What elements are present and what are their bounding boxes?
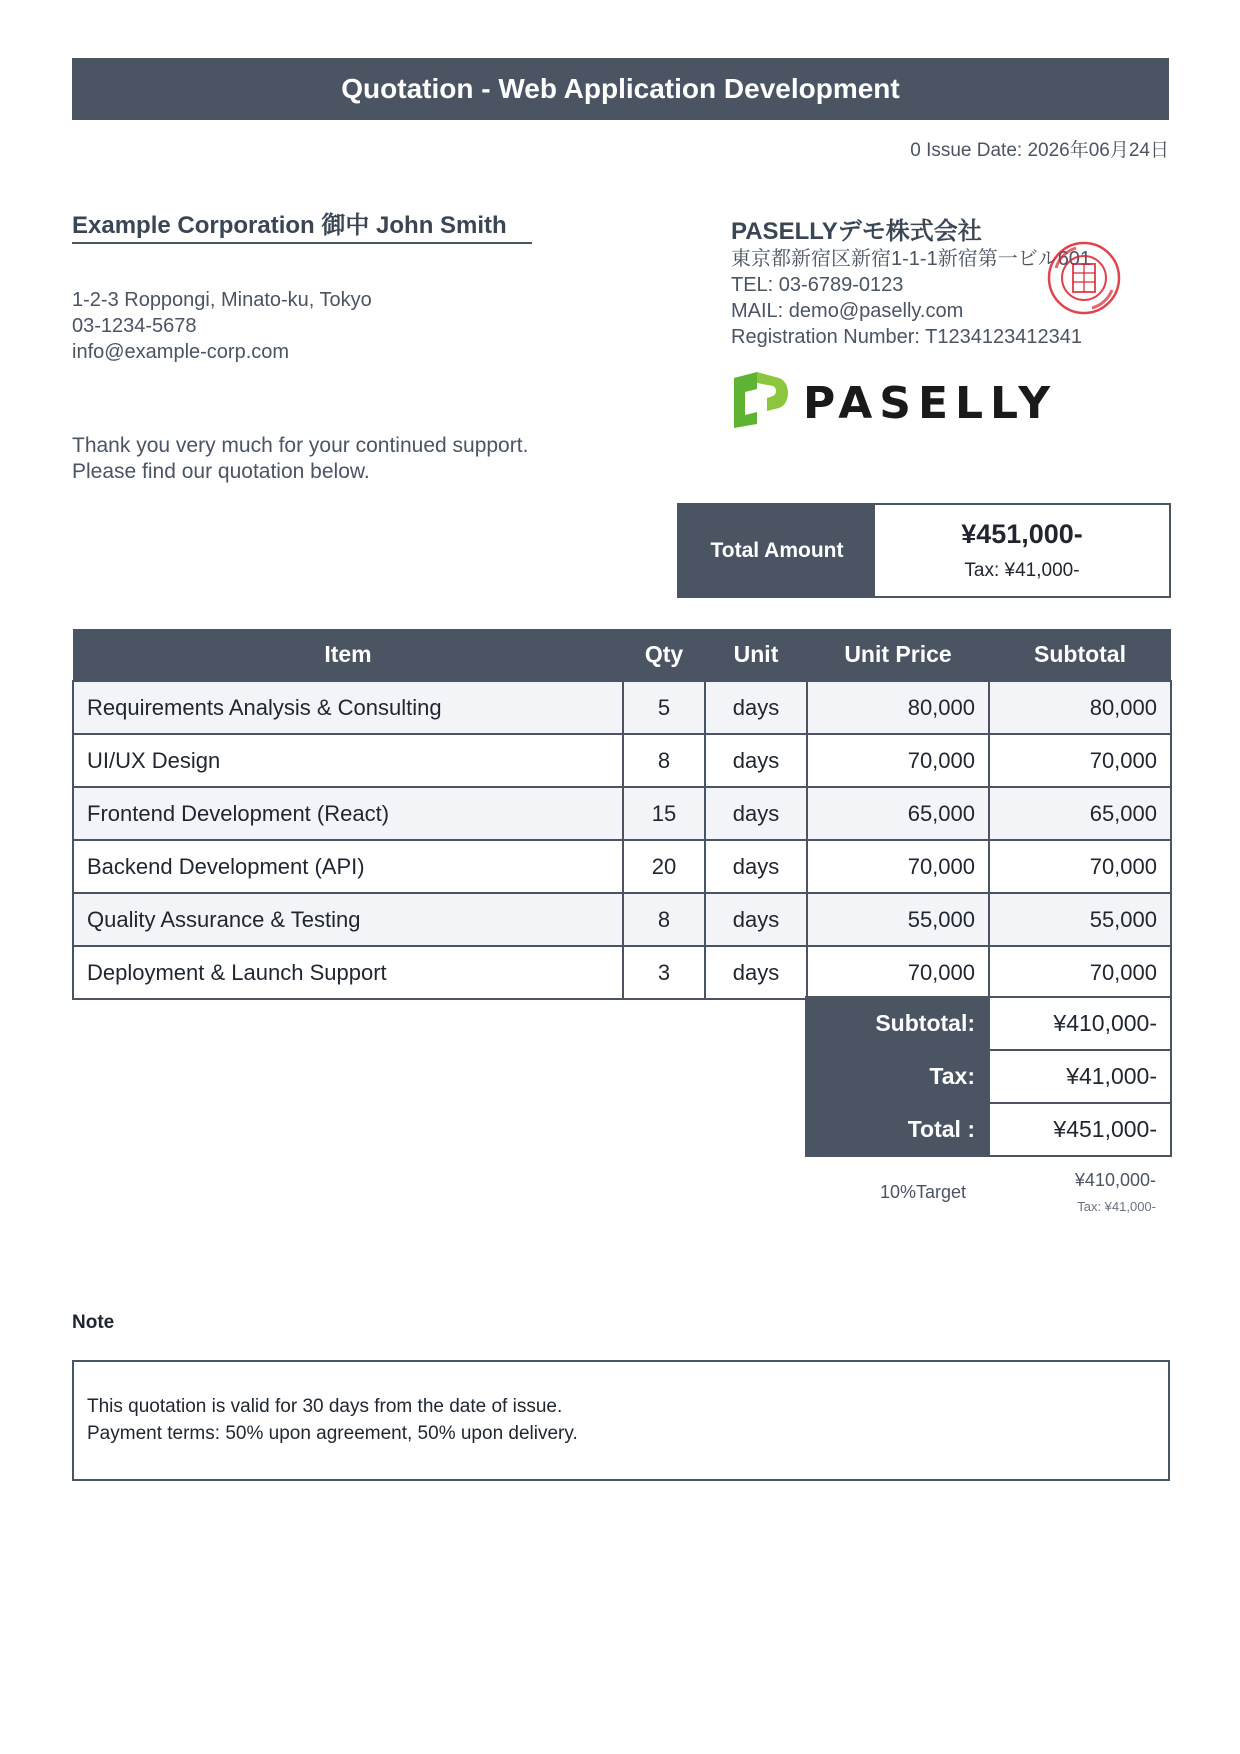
header-unit-price: Unit Price [807,629,989,681]
item-unit-price: 70,000 [807,840,989,893]
tax-breakdown-label: 10%Target [880,1182,967,1202]
tax-breakdown-amount: ¥410,000- [1074,1170,1156,1190]
item-subtotal: 70,000 [989,840,1171,893]
greeting-line-2: Please find our quotation below. [72,460,370,483]
item-name: UI/UX Design [73,734,623,787]
item-qty: 15 [623,787,705,840]
item-unit: days [705,840,807,893]
item-subtotal: 55,000 [989,893,1171,946]
total-amount-box [677,503,1171,598]
summary-total-value: ¥451,000- [989,1103,1171,1156]
item-unit: days [705,681,807,734]
item-subtotal: 70,000 [989,946,1171,999]
item-name: Deployment & Launch Support [73,946,623,999]
note-label: Note [72,1312,115,1333]
item-unit: days [705,787,807,840]
item-unit-price: 70,000 [807,734,989,787]
item-subtotal: 80,000 [989,681,1171,734]
note-line-1: This quotation is valid for 30 days from the date of issue. [87,1396,563,1417]
summary-subtotal-label: Subtotal: [806,997,989,1050]
table-row [73,946,1171,999]
item-unit-price: 70,000 [807,946,989,999]
table-header-row [73,629,1171,681]
table-row [73,840,1171,893]
item-unit: days [705,946,807,999]
company-name: PASELLYデモ株式会社 [731,218,982,245]
item-name: Backend Development (API) [73,840,623,893]
item-subtotal: 65,000 [989,787,1171,840]
header-subtotal: Subtotal [989,629,1171,681]
tax-breakdown-tax: Tax: ¥41,000- [1077,1199,1156,1214]
client-name: Example Corporation 御中 John Smith [72,211,532,244]
table-row [73,787,1171,840]
company-address: 東京都新宿区新宿1-1-1新宿第一ビル601 [731,248,1092,270]
issue-date: 0 Issue Date: 2026年06月24日 [910,140,1169,161]
company-registration: Registration Number: T1234123412341 [731,326,1082,348]
document-title: Quotation - Web Application Development [72,58,1169,120]
table-row [73,681,1171,734]
summary-tax-row [806,1050,1171,1103]
client-address: 1-2-3 Roppongi, Minato-ku, Tokyo [72,289,372,311]
logo-graphic [731,368,1061,430]
company-seal-stamp [1046,240,1122,316]
item-qty: 5 [623,681,705,734]
summary-subtotal-value: ¥410,000- [989,997,1171,1050]
items-table [72,629,1172,1000]
greeting [72,433,528,485]
svg-text:PASELLY: PASELLY [803,378,1058,429]
item-qty: 3 [623,946,705,999]
company-mail: MAIL: demo@paselly.com [731,300,964,322]
total-amount-value-cell [875,505,1169,596]
header-item: Item [73,629,623,681]
total-amount-value: ¥451,000- [961,519,1083,549]
item-unit-price: 55,000 [807,893,989,946]
client-email: info@example-corp.com [72,341,290,363]
item-unit: days [705,893,807,946]
item-unit: days [705,734,807,787]
table-row [73,893,1171,946]
item-name: Quality Assurance & Testing [73,893,623,946]
item-unit-price: 65,000 [807,787,989,840]
summary-subtotal-row [806,997,1171,1050]
total-amount-label: Total Amount [679,505,875,596]
paselly-logo [731,368,1061,430]
summary-total-row [806,1103,1171,1156]
client-phone: 03-1234-5678 [72,315,197,337]
company-tel: TEL: 03-6789-0123 [731,274,904,296]
summary-tax-value: ¥41,000- [989,1050,1171,1103]
item-qty: 8 [623,893,705,946]
client-info [72,287,372,365]
note-line-2: Payment terms: 50% upon agreement, 50% upon delivery. [87,1423,578,1444]
greeting-line-1: Thank you very much for your continued support. [72,434,529,457]
header-unit: Unit [705,629,807,681]
note-box [72,1360,1170,1481]
item-subtotal: 70,000 [989,734,1171,787]
table-row [73,734,1171,787]
total-tax-value: Tax: ¥41,000- [964,560,1080,581]
item-qty: 8 [623,734,705,787]
item-name: Requirements Analysis & Consulting [73,681,623,734]
item-unit-price: 80,000 [807,681,989,734]
header-qty: Qty [623,629,705,681]
item-name: Frontend Development (React) [73,787,623,840]
item-qty: 20 [623,840,705,893]
summary-tax-label: Tax: [806,1050,989,1103]
summary-total-label: Total : [806,1103,989,1156]
summary-table [805,996,1172,1157]
company-info [731,246,1091,350]
